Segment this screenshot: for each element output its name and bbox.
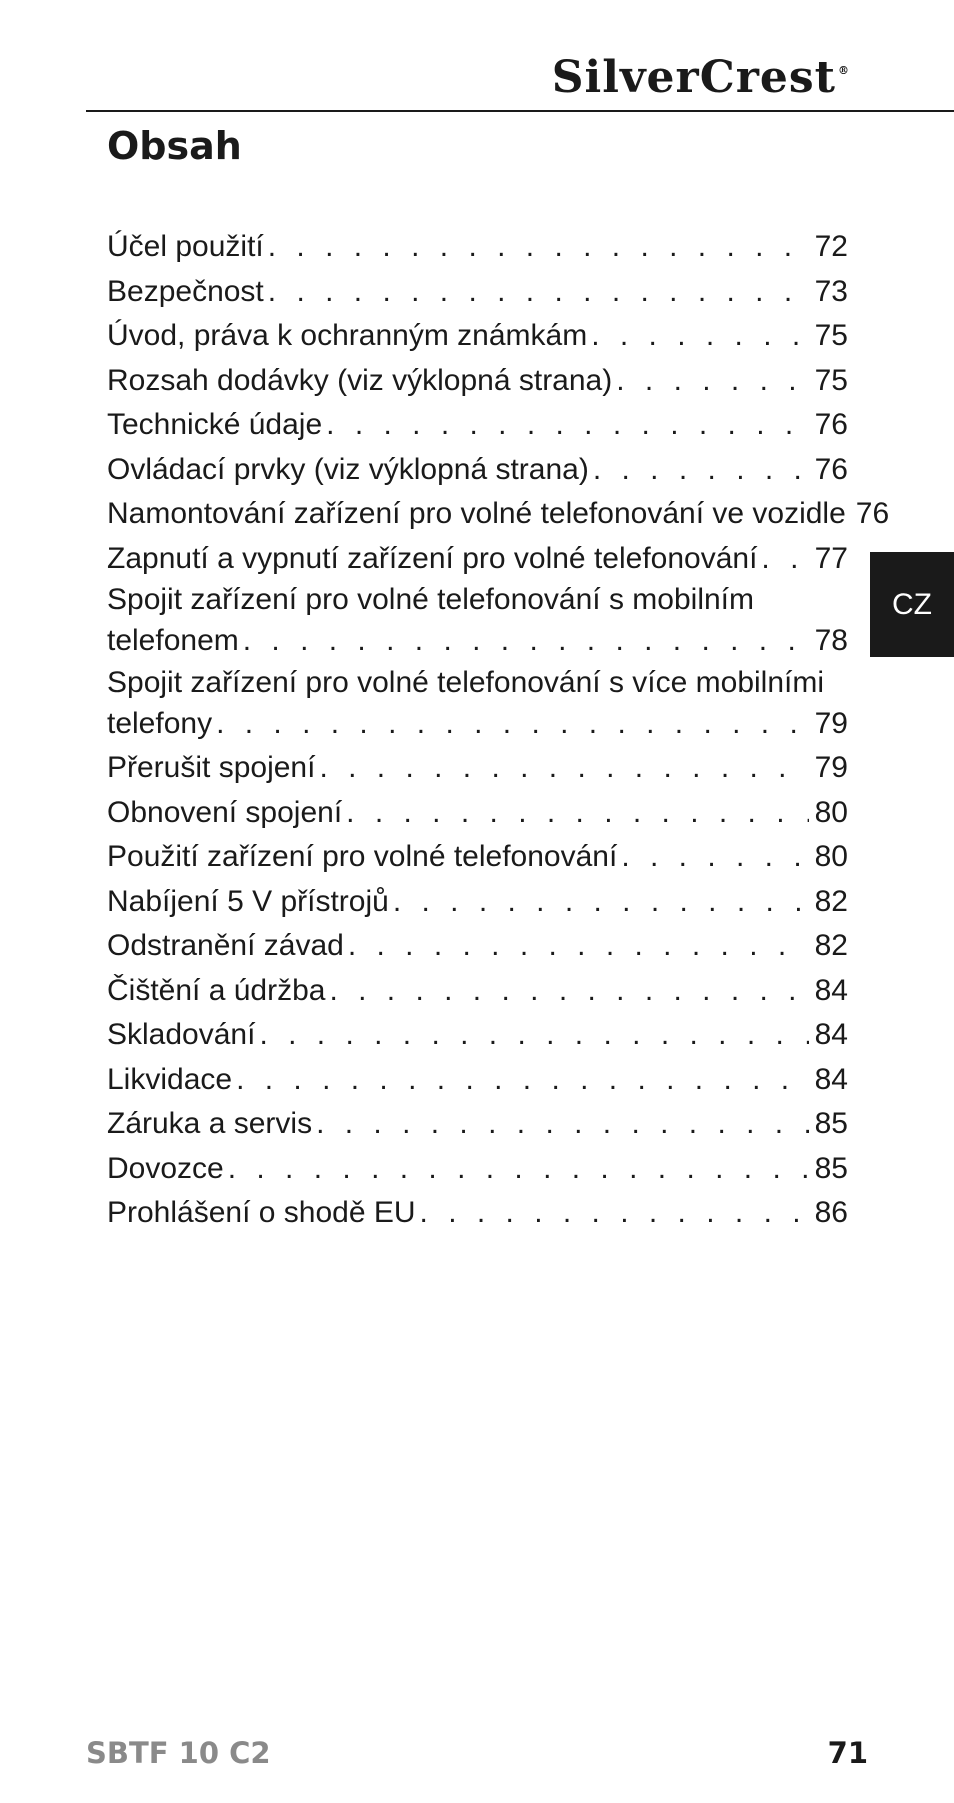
toc-entry	[107, 359, 848, 404]
toc-entry-row	[107, 314, 848, 359]
toc-entry-page: 85	[814, 1107, 848, 1140]
toc-entry-row	[107, 1147, 848, 1192]
toc-dot-leader	[616, 359, 808, 404]
toc-entry-label: Ovládací prvky (viz výklopná strana)	[107, 452, 589, 486]
toc-entry-page: 73	[814, 274, 848, 308]
toc-dot-leader	[268, 270, 809, 315]
registered-mark: ®	[838, 64, 850, 77]
toc-entry	[107, 664, 848, 747]
toc-entry	[107, 537, 848, 582]
toc-entry-row	[107, 270, 848, 315]
toc-entry	[107, 880, 848, 925]
toc-entry-label: Skladování	[107, 1018, 256, 1051]
toc-entry-page: 80	[814, 795, 848, 829]
toc-entry-label: Účel použití	[107, 230, 264, 263]
toc-entry-row	[107, 969, 848, 1014]
toc-entry	[107, 835, 848, 880]
toc-entry-page: 86	[814, 1196, 848, 1229]
toc-entry-page: 84	[814, 973, 848, 1007]
toc-entry-label: Prohlášení o shodě EU	[107, 1196, 416, 1229]
toc-dot-leader	[420, 1191, 809, 1236]
toc-entry-label: Namontování zařízení pro volné telefonování ve vozidle	[107, 497, 846, 530]
toc-dot-leader	[348, 924, 809, 969]
toc-dot-leader	[228, 1147, 809, 1192]
toc-entry	[107, 225, 848, 270]
toc-entry-label: telefonem	[107, 624, 239, 657]
header-rule	[86, 110, 954, 112]
toc-entry-page: 78	[814, 624, 848, 657]
toc-dot-leader	[316, 1102, 809, 1147]
toc-dot-leader	[319, 746, 808, 791]
toc-entry-label: Záruka a servis	[107, 1107, 313, 1140]
toc-entry-page: 79	[814, 751, 848, 784]
toc-entry-label-line1: Spojit zařízení pro volné telefonování s více mobilními	[107, 665, 825, 699]
toc-entry-page: 80	[814, 840, 848, 873]
toc-entry-page: 85	[814, 1151, 848, 1185]
toc-entry-row	[107, 403, 848, 448]
brand-logo	[552, 52, 850, 103]
toc-entry	[107, 1147, 848, 1192]
language-tab: CZ	[870, 552, 954, 657]
toc-entry	[107, 791, 848, 836]
toc-entry-row	[107, 492, 890, 537]
toc-entry-label: Nabíjení 5 V přístrojů	[107, 884, 389, 918]
toc-dot-leader	[593, 448, 809, 493]
toc-entry	[107, 492, 890, 537]
toc-entry	[107, 1058, 848, 1103]
toc-entry	[107, 314, 848, 359]
toc-dot-leader	[346, 791, 808, 836]
toc-entry-label: Přerušit spojení	[107, 751, 316, 784]
toc-dot-leader	[216, 702, 809, 747]
toc-entry-row	[107, 880, 848, 925]
toc-entry-page: 72	[814, 230, 848, 263]
toc-entry-label: Zapnutí a vypnutí zařízení pro volné telefonování	[107, 541, 758, 575]
toc-entry-page: 76	[814, 408, 848, 441]
page-title: Obsah	[107, 124, 242, 168]
toc-dot-leader	[761, 537, 808, 582]
toc-dot-leader	[591, 314, 808, 359]
toc-entry-row	[107, 1058, 848, 1103]
toc-entry-label: Rozsah dodávky (viz výklopná strana)	[107, 363, 613, 397]
footer-page-number: 71	[827, 1736, 868, 1770]
toc-entry	[107, 581, 848, 664]
toc-dot-leader	[326, 403, 808, 448]
toc-entry-page: 82	[814, 929, 848, 962]
toc-entry-row	[107, 702, 848, 747]
toc-entry	[107, 1013, 848, 1058]
toc-entry	[107, 746, 848, 791]
toc-entry-row	[107, 225, 848, 270]
table-of-contents	[107, 225, 890, 1236]
toc-entry-label: Úvod, práva k ochranným známkám	[107, 319, 588, 352]
toc-entry-row	[107, 619, 848, 664]
toc-entry-label: Obnovení spojení	[107, 795, 343, 829]
brand-name: SilverCrest	[551, 52, 836, 103]
toc-dot-leader	[329, 969, 808, 1014]
toc-entry	[107, 448, 848, 493]
toc-entry-page: 79	[814, 706, 848, 740]
toc-entry	[107, 969, 848, 1014]
toc-entry-label: Bezpečnost	[107, 274, 264, 308]
toc-entry-page: 75	[814, 363, 848, 397]
toc-entry-row	[107, 359, 848, 404]
toc-entry-label: Odstranění závad	[107, 929, 344, 962]
toc-entry-label: Použití zařízení pro volné telefonování	[107, 840, 618, 873]
toc-entry-page: 82	[814, 884, 848, 918]
toc-dot-leader	[268, 225, 809, 270]
toc-entry	[107, 270, 848, 315]
toc-entry-row	[107, 1102, 848, 1147]
toc-entry-row	[107, 924, 848, 969]
toc-entry-row	[107, 448, 848, 493]
toc-entry-page: 76	[855, 497, 890, 530]
toc-entry-label: Čištění a údržba	[107, 973, 326, 1007]
toc-dot-leader	[243, 619, 809, 664]
footer-model: SBTF 10 C2	[86, 1736, 271, 1770]
toc-entry-label: Technické údaje	[107, 408, 323, 441]
toc-entry-row	[107, 1191, 848, 1236]
toc-entry	[107, 1191, 848, 1236]
toc-entry	[107, 1102, 848, 1147]
toc-entry-label: Likvidace	[107, 1062, 233, 1096]
toc-entry-label: telefony	[107, 706, 213, 740]
toc-dot-leader	[393, 880, 809, 925]
toc-entry-label-line1: Spojit zařízení pro volné telefonování s mobilním	[107, 583, 755, 616]
toc-entry	[107, 924, 848, 969]
toc-entry-row	[107, 1013, 848, 1058]
toc-entry-page: 77	[814, 541, 848, 575]
toc-entry	[107, 403, 848, 448]
toc-dot-leader	[621, 835, 808, 880]
toc-entry-row	[107, 746, 848, 791]
toc-entry-page: 84	[814, 1018, 848, 1051]
toc-entry-page: 75	[814, 319, 848, 352]
toc-entry-row	[107, 537, 848, 582]
toc-dot-leader	[236, 1058, 809, 1103]
toc-entry-row	[107, 835, 848, 880]
toc-dot-leader	[259, 1013, 808, 1058]
toc-entry-page: 76	[814, 452, 848, 486]
toc-entry-row	[107, 791, 848, 836]
toc-entry-label: Dovozce	[107, 1151, 224, 1185]
toc-entry-page: 84	[814, 1062, 848, 1096]
